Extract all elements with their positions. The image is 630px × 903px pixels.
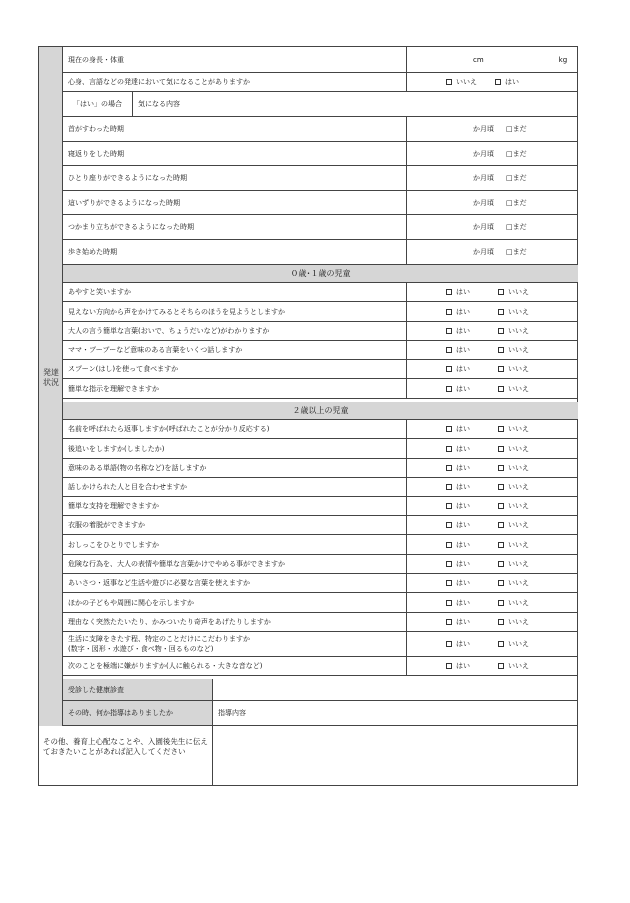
checkbox-icon	[446, 542, 452, 548]
other-label: その他、養育上心配なことや、入園後先生に伝えておきたいことがあれば記入してください	[39, 726, 213, 786]
yes-option[interactable]: はい	[407, 482, 496, 492]
checkbox-icon	[498, 309, 504, 315]
checkbox-icon	[446, 79, 452, 85]
checkbox-icon	[446, 386, 452, 392]
not-yet-option[interactable]: □まだ	[506, 248, 527, 256]
question-answer	[406, 379, 578, 398]
no-option[interactable]: いいえ	[496, 444, 529, 454]
question-row	[63, 420, 578, 439]
advice-label: その時、何か指導はありましたか	[63, 701, 213, 725]
checkbox-icon	[446, 522, 452, 528]
milestone-label: 寝返りをした時期	[68, 149, 124, 158]
milestone-answer[interactable]	[406, 166, 578, 190]
yes-option[interactable]: はい	[407, 598, 496, 608]
yes-option[interactable]: はい	[407, 540, 496, 550]
no-option[interactable]: いいえ	[496, 559, 529, 569]
question-label: 意味のある単語(物の名称など)を話しますか	[68, 464, 207, 472]
checkbox-icon	[446, 309, 452, 315]
months-text: か月頃	[473, 125, 494, 133]
yes-option[interactable]: はい	[407, 326, 496, 336]
no-option[interactable]: いいえ	[496, 345, 529, 355]
checkbox-icon	[498, 386, 504, 392]
question-answer	[406, 657, 578, 675]
checkbox-icon	[446, 663, 452, 669]
advice-field[interactable]: 指導内容	[218, 709, 246, 717]
question-row	[63, 574, 578, 593]
question-row	[63, 613, 578, 632]
other-field[interactable]	[213, 726, 578, 786]
question-label: 大人の言う簡単な言葉(おいで、ちょうだいなど)がわかりますか	[68, 327, 270, 335]
question-label: 生活に支障をきたす程、特定のことだけにこだわりますか (数字・図形・水遊び・食べ物・回るものなど)	[68, 635, 250, 653]
yes-option[interactable]: はい	[407, 639, 496, 649]
yes-option[interactable]: はい	[407, 578, 496, 588]
yes-option[interactable]: はい	[407, 501, 496, 511]
no-option[interactable]: いいえ	[496, 661, 529, 671]
checkbox-icon	[446, 600, 452, 606]
group2-header: ２歳以上の児童	[63, 402, 578, 420]
no-option[interactable]: いいえ	[496, 540, 529, 550]
no-option[interactable]: いいえ	[496, 364, 529, 374]
checkbox-icon	[498, 328, 504, 334]
checkbox-icon	[498, 347, 504, 353]
checkbox-icon	[495, 79, 501, 85]
question-label: あやすと笑いますか	[68, 288, 131, 296]
checkbox-icon	[446, 641, 452, 647]
checkup-row	[63, 679, 578, 701]
checkbox-icon	[498, 522, 504, 528]
question-row	[63, 459, 578, 478]
checkbox-icon	[498, 580, 504, 586]
question-row	[63, 593, 578, 613]
kg-unit: kg	[558, 55, 568, 64]
yes-option[interactable]: はい	[407, 384, 496, 394]
concern-answer	[406, 73, 578, 91]
checkbox-icon	[446, 580, 452, 586]
question-label: 簡単な支持を理解できますか	[68, 502, 159, 510]
concern-yes-option[interactable]: はい	[477, 77, 519, 87]
checkbox-icon	[498, 484, 504, 490]
no-option[interactable]: いいえ	[496, 384, 529, 394]
no-option[interactable]: いいえ	[496, 578, 529, 588]
checkbox-icon	[498, 641, 504, 647]
no-option[interactable]: いいえ	[496, 482, 529, 492]
question-row	[63, 555, 578, 574]
yes-option[interactable]: はい	[407, 287, 496, 297]
question-label: 名前を呼ばれたら返事しますか(呼ばれたことが分かり反応する)	[68, 425, 270, 433]
no-option[interactable]: いいえ	[496, 326, 529, 336]
no-option[interactable]: いいえ	[496, 287, 529, 297]
checkbox-icon	[498, 426, 504, 432]
question-row	[63, 379, 578, 399]
no-option[interactable]: いいえ	[496, 617, 529, 627]
yes-option[interactable]: はい	[407, 520, 496, 530]
group1-header: ０歳･１歳の児童	[63, 265, 578, 283]
question-label: 話しかけられた人と目を合わせますか	[68, 483, 187, 491]
question-answer	[406, 420, 578, 438]
milestone-answer[interactable]	[406, 142, 578, 165]
checkup-label: 受診した健康診査	[63, 679, 213, 700]
question-label: あいさつ・返事など生活や遊びに必要な言葉を使えますか	[68, 579, 250, 587]
question-label: ママ・ブーブーなど意味のある言葉をいくつ話しますか	[68, 346, 243, 354]
months-text: か月頃	[473, 248, 494, 256]
no-option[interactable]: いいえ	[496, 424, 529, 434]
other-row	[39, 726, 578, 786]
section-side-column	[39, 47, 63, 726]
concern-row	[63, 73, 578, 92]
milestone-answer[interactable]	[406, 215, 578, 239]
concern-detail-field[interactable]: 気になる内容	[138, 100, 180, 108]
checkbox-icon	[446, 465, 452, 471]
question-row	[63, 535, 578, 555]
milestone-row	[63, 215, 578, 240]
milestone-label: 首がすわった時期	[68, 125, 124, 133]
question-row	[63, 478, 578, 497]
checkbox-icon	[446, 328, 452, 334]
question-row	[63, 632, 578, 657]
no-option[interactable]: いいえ	[496, 520, 529, 530]
cm-unit: cm	[473, 55, 484, 64]
milestone-label: つかまり立ちができるようになった時期	[68, 223, 194, 231]
question-answer	[406, 516, 578, 534]
checkbox-icon	[446, 561, 452, 567]
checkbox-icon	[498, 663, 504, 669]
question-row	[63, 322, 578, 341]
no-option[interactable]: いいえ	[496, 639, 529, 649]
question-row	[63, 657, 578, 676]
question-answer	[406, 593, 578, 612]
question-answer	[406, 574, 578, 592]
not-yet-option[interactable]: □まだ	[506, 125, 527, 133]
checkbox-icon	[498, 465, 504, 471]
section-label: 発達状況	[43, 368, 59, 387]
yes-option[interactable]: はい	[407, 307, 496, 317]
no-option[interactable]: いいえ	[496, 501, 529, 511]
question-answer	[406, 478, 578, 496]
checkbox-icon	[498, 561, 504, 567]
question-answer	[406, 555, 578, 573]
question-answer	[406, 360, 578, 378]
yes-option[interactable]: はい	[407, 661, 496, 671]
checkbox-icon	[446, 503, 452, 509]
question-label: 簡単な指示を理解できますか	[68, 384, 159, 393]
checkup-field[interactable]	[213, 679, 578, 700]
yes-option[interactable]: はい	[407, 617, 496, 627]
not-yet-option[interactable]: □まだ	[506, 149, 527, 158]
checkbox-icon	[498, 289, 504, 295]
yes-option[interactable]: はい	[407, 444, 496, 454]
question-label: ほかの子どもや周囲に関心を示しますか	[68, 598, 194, 607]
milestone-row	[63, 191, 578, 215]
question-row	[63, 302, 578, 322]
checkbox-icon	[446, 289, 452, 295]
not-yet-option[interactable]: □まだ	[506, 198, 527, 207]
yes-option[interactable]: はい	[407, 364, 496, 374]
checkbox-icon	[498, 600, 504, 606]
no-option[interactable]: いいえ	[496, 598, 529, 608]
concern-detail-row	[63, 92, 578, 117]
checkbox-icon	[498, 366, 504, 372]
checkbox-icon	[498, 619, 504, 625]
development-form	[38, 46, 578, 786]
yes-option[interactable]: はい	[407, 424, 496, 434]
question-answer	[406, 613, 578, 631]
height-weight-label: 現在の身長・体重	[68, 55, 124, 64]
question-answer	[406, 341, 578, 359]
question-label: 見えない方向から声をかけてみるとそちらのほうを見ようとしますか	[68, 307, 285, 316]
question-label: 後追いをしますか(しましたか)	[68, 444, 165, 453]
yes-option[interactable]: はい	[407, 463, 496, 473]
question-label: 危険な行為を、大人の表情や簡単な言葉かけでやめる事ができますか	[68, 560, 285, 568]
no-option[interactable]: いいえ	[496, 307, 529, 317]
question-answer	[406, 322, 578, 340]
question-row	[63, 497, 578, 516]
checkbox-icon	[446, 426, 452, 432]
question-answer	[406, 632, 578, 656]
concern-label: 心身、言語などの発達において気になることがありますか	[68, 78, 250, 86]
milestone-label: 歩き始めた時期	[68, 248, 117, 256]
question-row	[63, 341, 578, 360]
checkbox-icon	[498, 503, 504, 509]
months-text: か月頃	[473, 223, 494, 231]
months-text: か月頃	[473, 198, 494, 207]
milestone-row	[63, 166, 578, 191]
checkbox-icon	[446, 347, 452, 353]
question-row	[63, 283, 578, 302]
question-answer	[406, 302, 578, 321]
checkbox-icon	[446, 446, 452, 452]
concern-no-option[interactable]: いいえ	[407, 77, 477, 87]
question-answer	[406, 497, 578, 515]
height-weight-row	[63, 47, 578, 73]
milestone-row	[63, 117, 578, 142]
question-row	[63, 516, 578, 535]
question-row	[63, 439, 578, 459]
milestone-answer[interactable]	[406, 117, 578, 141]
question-answer	[406, 439, 578, 458]
question-answer	[406, 535, 578, 554]
no-option[interactable]: いいえ	[496, 463, 529, 473]
milestone-label: 這いずりができるようになった時期	[68, 198, 180, 207]
yes-option[interactable]: はい	[407, 345, 496, 355]
question-label: 次のことを極端に嫌がりますか(人に触られる・大きな音など)	[68, 662, 263, 670]
milestone-label: ひとり座りができるようになった時期	[68, 174, 187, 182]
milestone-row	[63, 142, 578, 166]
question-label: 衣服の着脱ができますか	[68, 521, 145, 529]
checkbox-icon	[446, 366, 452, 372]
question-answer	[406, 283, 578, 301]
checkbox-icon	[498, 542, 504, 548]
question-answer	[406, 459, 578, 477]
not-yet-option[interactable]: □まだ	[506, 223, 527, 231]
height-weight-field[interactable]	[406, 47, 578, 72]
question-label: スプーン(はし)を使って食べますか	[68, 365, 179, 373]
question-label: おしっこをひとりでしますか	[68, 540, 159, 549]
concern-detail-label: 「はい」の場合	[63, 92, 133, 116]
checkbox-icon	[446, 484, 452, 490]
milestone-answer[interactable]	[406, 240, 578, 264]
months-text: か月頃	[473, 174, 494, 182]
not-yet-option[interactable]: □まだ	[506, 174, 527, 182]
advice-row	[63, 701, 578, 726]
question-row	[63, 360, 578, 379]
months-text: か月頃	[473, 149, 494, 158]
milestone-answer[interactable]	[406, 191, 578, 214]
checkbox-icon	[446, 619, 452, 625]
question-label: 理由なく突然たたいたり、かみついたり奇声をあげたりしますか	[68, 618, 271, 626]
milestone-row	[63, 240, 578, 265]
yes-option[interactable]: はい	[407, 559, 496, 569]
checkbox-icon	[498, 446, 504, 452]
